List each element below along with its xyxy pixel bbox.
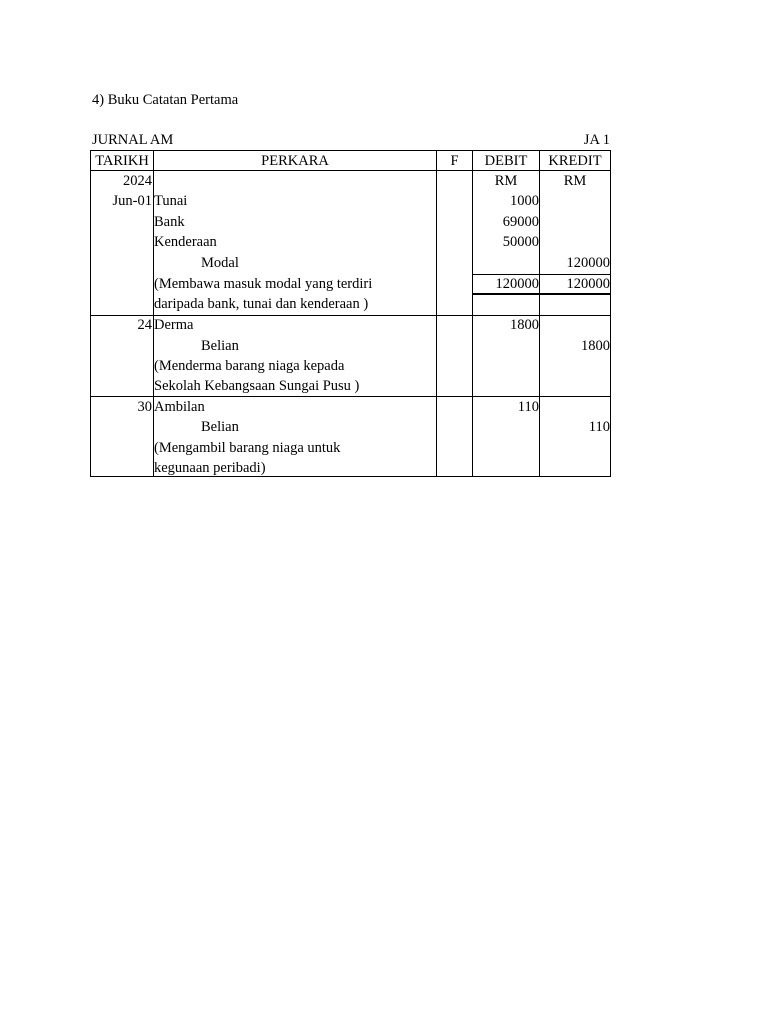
narration-line: (Menderma barang niaga kepada	[154, 358, 345, 374]
debit-currency: RM	[494, 173, 518, 189]
column-rule	[436, 151, 437, 476]
header-debit: DEBIT	[484, 153, 528, 169]
debit-amount: 50000	[502, 234, 539, 250]
credit-amount: 1800	[581, 338, 610, 354]
journal-reference: JA 1	[583, 132, 610, 148]
credit-amount: 120000	[566, 255, 610, 271]
header-folio: F	[450, 153, 459, 169]
journal-title: JURNAL AM	[92, 132, 174, 148]
entry-date: 30	[137, 399, 152, 415]
narration-line: (Mengambil barang niaga untuk	[154, 440, 341, 456]
kredit-currency: RM	[563, 173, 587, 189]
total-credit: 120000	[566, 276, 610, 292]
narration-line: kegunaan peribadi)	[154, 460, 266, 476]
credit-account: Belian	[201, 338, 239, 354]
narration-line: (Membawa masuk modal yang terdiri	[154, 276, 373, 292]
credit-account: Belian	[201, 419, 239, 435]
debit-account: Derma	[154, 317, 194, 333]
debit-amount: 110	[517, 399, 539, 415]
debit-account: Kenderaan	[154, 234, 217, 250]
entry-date: Jun-01	[112, 193, 152, 209]
debit-account: Bank	[154, 214, 185, 230]
total-debit: 120000	[495, 276, 539, 292]
section-heading: 4) Buku Catatan Pertama	[92, 92, 239, 108]
entry-date: 24	[137, 317, 152, 333]
narration-line: Sekolah Kebangsaan Sungai Pusu )	[154, 378, 360, 394]
general-journal-table	[90, 150, 611, 477]
debit-amount: 69000	[502, 214, 539, 230]
credit-account: Modal	[201, 255, 239, 271]
debit-amount: 1800	[510, 317, 539, 333]
header-tarikh: TARIKH	[95, 153, 149, 169]
debit-account: Ambilan	[154, 399, 205, 415]
narration-line: daripada bank, tunai dan kenderaan )	[154, 296, 369, 312]
header-kredit: KREDIT	[548, 153, 602, 169]
debit-account: Tunai	[154, 193, 188, 209]
year-cell: 2024	[123, 173, 152, 189]
header-perkara: PERKARA	[261, 153, 329, 169]
debit-amount: 1000	[510, 193, 539, 209]
credit-amount: 110	[588, 419, 610, 435]
